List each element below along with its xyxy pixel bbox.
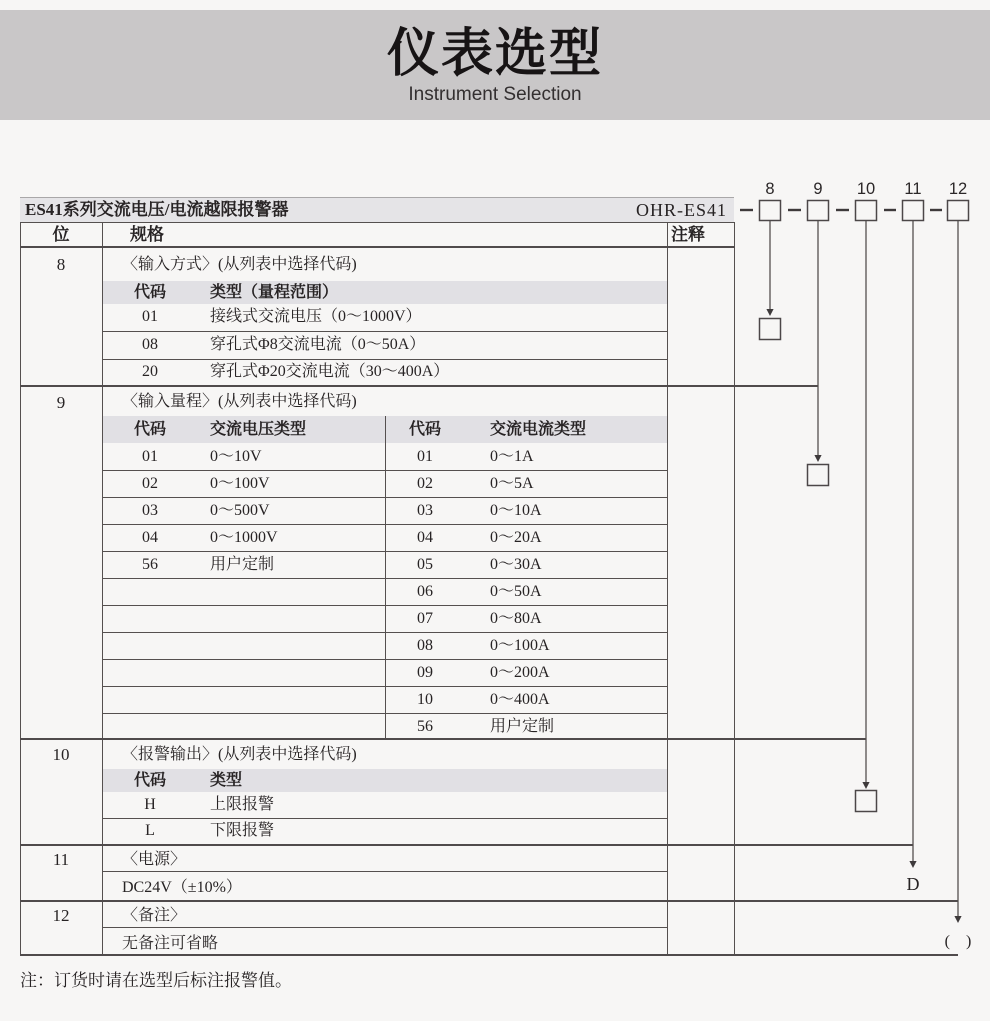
section-8-title: 〈输入方式〉(从列表中选择代码) bbox=[122, 256, 357, 273]
pos-number-8: 8 bbox=[56, 255, 66, 274]
grid-line bbox=[103, 359, 667, 360]
arrow-down-icon bbox=[766, 309, 773, 316]
code-cell: H bbox=[144, 796, 156, 813]
table-row bbox=[103, 331, 667, 359]
range-cell: 用户定制 bbox=[210, 556, 275, 573]
arrow-down-icon bbox=[862, 782, 869, 789]
arrow-down-icon bbox=[909, 861, 916, 868]
type-cell: 接线式交流电压（0～1000V） bbox=[210, 308, 422, 325]
digit-label-9: 9 bbox=[813, 180, 823, 198]
code-cell: 07 bbox=[417, 610, 433, 627]
grid-line bbox=[385, 416, 386, 738]
digit-label-10: 10 bbox=[856, 180, 876, 198]
code-box-9 bbox=[808, 201, 829, 221]
range-cell: 0～10V bbox=[210, 448, 262, 465]
pos-number-11: 11 bbox=[52, 850, 70, 869]
range-cell: 0～100A bbox=[490, 637, 550, 654]
section-9-title: 〈输入量程〉(从列表中选择代码) bbox=[122, 393, 357, 410]
range-cell: 0～100V bbox=[210, 475, 270, 492]
code-cell: 02 bbox=[142, 475, 158, 492]
type-cell: 穿孔式Φ20交流电流（30～400A） bbox=[210, 363, 450, 380]
digit-label-12: 12 bbox=[948, 180, 968, 198]
footnote: 注：订货时请在选型后标注报警值。 bbox=[20, 971, 292, 990]
subheader-code-label: 代码 bbox=[133, 421, 166, 438]
pos-number-12: 12 bbox=[52, 906, 70, 925]
type-cell: 上限报警 bbox=[210, 796, 275, 813]
range-cell: 0～1A bbox=[490, 448, 534, 465]
page-title: 仪表选型 bbox=[386, 25, 603, 83]
subheader-voltage-label: 交流电压类型 bbox=[210, 421, 307, 438]
code-cell: 03 bbox=[142, 502, 158, 519]
digit-label-8: 8 bbox=[765, 180, 775, 198]
code-cell: 56 bbox=[417, 718, 433, 735]
range-cell: 0～5A bbox=[490, 475, 534, 492]
code-cell: 09 bbox=[417, 664, 433, 681]
code-cell: 02 bbox=[417, 475, 433, 492]
code-box-12 bbox=[948, 201, 969, 221]
grid-line bbox=[20, 385, 818, 387]
range-cell: 0～10A bbox=[490, 502, 542, 519]
section-8-subheader bbox=[103, 281, 667, 304]
grid-line bbox=[20, 954, 958, 956]
code-cell: 01 bbox=[142, 448, 158, 465]
subheader-code-label: 代码 bbox=[133, 284, 166, 301]
code-box-10 bbox=[856, 201, 877, 221]
grid-line bbox=[103, 331, 667, 332]
table-row bbox=[103, 792, 667, 818]
grid-line bbox=[103, 927, 667, 928]
subheader-current-label: 交流电流类型 bbox=[490, 421, 587, 438]
range-cell: 0～500V bbox=[210, 502, 270, 519]
table-title: ES41系列交流电压/电流越限报警器 bbox=[25, 200, 289, 219]
grid-line bbox=[20, 844, 913, 846]
table-row bbox=[103, 818, 667, 844]
grid-line bbox=[20, 222, 735, 223]
range-cell: 0～30A bbox=[490, 556, 542, 573]
remark-value: 无备注可省略 bbox=[122, 935, 219, 952]
code-cell: 03 bbox=[417, 502, 433, 519]
model-code-row bbox=[20, 197, 734, 222]
model-number: OHR-ES41 bbox=[635, 200, 727, 220]
code-cell: 05 bbox=[417, 556, 433, 573]
code-cell: 01 bbox=[142, 308, 158, 325]
code-cell: L bbox=[145, 822, 155, 839]
range-cell: 用户定制 bbox=[490, 718, 555, 735]
subheader-type-label: 类型 bbox=[210, 772, 243, 789]
code-cell: 01 bbox=[417, 448, 433, 465]
code-cell: 08 bbox=[142, 336, 158, 353]
grid-line bbox=[20, 738, 866, 740]
table-row bbox=[103, 359, 667, 385]
type-cell: 穿孔式Φ8交流电流（0～50A） bbox=[210, 336, 426, 353]
remark-placeholder-label: ( ) bbox=[944, 933, 972, 950]
range-cell: 0～1000V bbox=[210, 529, 278, 546]
target-box-10 bbox=[856, 791, 877, 812]
arrow-down-icon bbox=[814, 455, 821, 462]
section-11-title: 〈电源〉 bbox=[122, 851, 187, 868]
range-cell: 0～80A bbox=[490, 610, 542, 627]
target-box-9 bbox=[808, 465, 829, 486]
pos-number-10: 10 bbox=[52, 745, 70, 764]
page-banner bbox=[0, 10, 990, 120]
range-cell: 0～50A bbox=[490, 583, 542, 600]
power-value: DC24V（±10%） bbox=[122, 879, 242, 896]
digit-label-11: 11 bbox=[904, 180, 922, 198]
range-cell: 0～20A bbox=[490, 529, 542, 546]
section-10-title: 〈报警输出〉(从列表中选择代码) bbox=[122, 746, 357, 763]
pos-number-9: 9 bbox=[56, 393, 66, 412]
code-cell: 04 bbox=[417, 529, 433, 546]
code-cell: 20 bbox=[142, 363, 158, 380]
code-box-8 bbox=[760, 201, 781, 221]
col-header-pos: 位 bbox=[52, 225, 70, 244]
code-cell: 08 bbox=[417, 637, 433, 654]
arrow-down-icon bbox=[954, 916, 961, 923]
grid-line bbox=[103, 818, 667, 819]
section-12-title: 〈备注〉 bbox=[122, 907, 187, 924]
subheader-type-label: 类型（量程范围） bbox=[210, 284, 339, 301]
range-cell: 0～400A bbox=[490, 691, 550, 708]
col-header-note: 注释 bbox=[671, 225, 705, 244]
page-subtitle: Instrument Selection bbox=[408, 84, 582, 105]
subheader-code-label: 代码 bbox=[408, 421, 441, 438]
type-cell: 下限报警 bbox=[210, 822, 275, 839]
table-row bbox=[103, 303, 667, 331]
range-cell: 0～200A bbox=[490, 664, 550, 681]
power-code-label: D bbox=[906, 874, 920, 894]
code-cell: 06 bbox=[417, 583, 433, 600]
code-cell: 56 bbox=[142, 556, 158, 573]
grid-line bbox=[20, 246, 735, 248]
code-box-11 bbox=[903, 201, 924, 221]
code-cell: 04 bbox=[142, 529, 158, 546]
subheader-code-label: 代码 bbox=[133, 772, 166, 789]
grid-line bbox=[103, 871, 667, 872]
grid-line bbox=[20, 900, 958, 902]
target-box-8 bbox=[760, 319, 781, 340]
section-10-subheader bbox=[103, 769, 667, 792]
col-header-spec: 规格 bbox=[130, 225, 164, 244]
code-cell: 10 bbox=[417, 691, 433, 708]
